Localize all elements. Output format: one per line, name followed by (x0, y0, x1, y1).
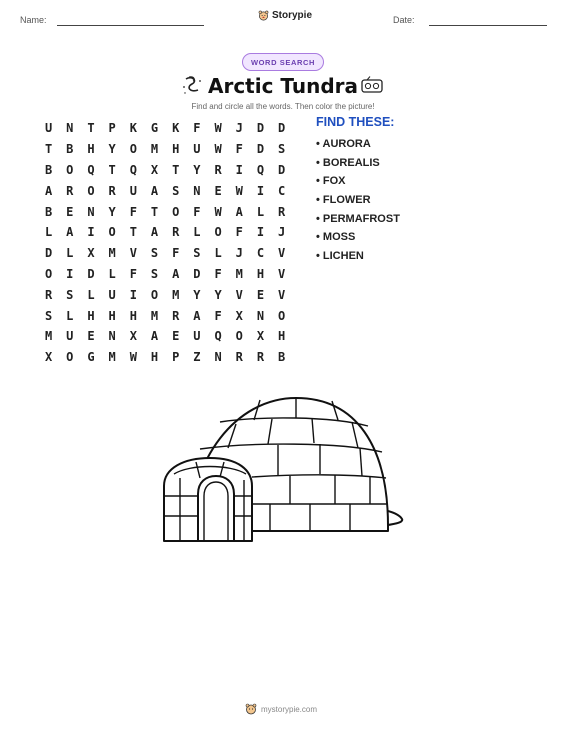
grid-letter[interactable]: O (214, 225, 222, 240)
grid-letter[interactable]: X (256, 329, 265, 344)
grid-letter[interactable]: G (87, 350, 95, 365)
name-field-line[interactable] (57, 25, 204, 26)
grid-letter[interactable]: C (278, 183, 286, 198)
grid-letter[interactable]: R (172, 308, 180, 323)
grid-letter[interactable]: U (193, 142, 201, 157)
grid-letter[interactable]: P (172, 350, 180, 365)
grid-letter[interactable]: E (256, 287, 265, 302)
grid-letter[interactable]: W (214, 204, 222, 219)
grid-letter[interactable]: M (108, 246, 116, 261)
instructions: Find and circle all the words. Then color the picture! (191, 102, 375, 111)
grid-letter[interactable]: T (87, 121, 95, 136)
grid-letter[interactable]: D (256, 121, 265, 136)
grid-letter[interactable]: X (235, 308, 243, 323)
brand-logo (258, 10, 312, 21)
grid-letter[interactable]: E (66, 204, 74, 219)
grid-letter[interactable]: Q (129, 162, 137, 177)
grid-letter[interactable]: O (172, 204, 180, 219)
grid-letter[interactable]: U (129, 183, 137, 198)
grid-letter[interactable]: G (150, 121, 159, 136)
word-list-item: • AURORA (316, 138, 371, 150)
word-search-badge: WORD SEARCH (242, 53, 324, 71)
grid-letter[interactable]: R (278, 204, 286, 219)
grid-letter[interactable]: O (235, 329, 243, 344)
grid-letter[interactable]: F (129, 204, 137, 219)
grid-letter[interactable]: D (278, 121, 286, 136)
name-label: Name: (20, 15, 47, 25)
grid-letter[interactable]: S (278, 142, 286, 157)
grid-letter[interactable]: H (150, 350, 159, 365)
grid-letter[interactable]: S (66, 287, 74, 302)
grid-letter[interactable]: H (108, 308, 116, 323)
grid-letter[interactable]: L (66, 246, 74, 261)
grid-letter[interactable]: P (108, 121, 116, 136)
grid-letter[interactable]: A (150, 329, 159, 344)
grid-letter[interactable]: M (150, 308, 159, 323)
grid-letter[interactable]: R (172, 225, 180, 240)
grid-letter[interactable]: A (44, 183, 53, 198)
grid-letter[interactable]: L (66, 308, 74, 323)
grid-letter[interactable]: S (150, 266, 159, 281)
grid-letter[interactable]: F (129, 266, 137, 281)
grid-letter[interactable]: F (172, 246, 180, 261)
grid-letter[interactable]: Y (193, 162, 201, 177)
grid-letter[interactable]: R (66, 183, 74, 198)
grid-letter[interactable]: M (172, 287, 180, 302)
grid-letter[interactable]: W (129, 350, 137, 365)
word-list-item: • FLOWER (316, 194, 371, 207)
grid-letter[interactable]: L (87, 287, 95, 302)
grid-letter[interactable]: I (66, 266, 74, 281)
grid-letter[interactable]: T (129, 225, 137, 240)
grid-letter[interactable]: V (129, 246, 137, 261)
grid-letter[interactable]: E (87, 329, 95, 344)
grid-letter[interactable]: O (150, 287, 159, 302)
grid-letter[interactable]: S (172, 183, 180, 198)
grid-letter[interactable]: D (256, 142, 265, 157)
grid-letter[interactable]: S (44, 308, 53, 323)
radio-icon (360, 75, 384, 95)
grid-letter[interactable]: F (235, 142, 243, 157)
grid-letter[interactable]: I (129, 287, 137, 302)
grid-letter[interactable]: A (193, 308, 201, 323)
grid-letter[interactable]: H (129, 308, 137, 323)
grid-letter[interactable]: R (256, 350, 265, 365)
grid-letter[interactable]: M (108, 350, 116, 365)
grid-letter[interactable]: Z (193, 350, 201, 365)
grid-letter[interactable]: K (129, 121, 137, 136)
grid-letter[interactable]: O (66, 162, 74, 177)
grid-letter[interactable]: T (150, 204, 159, 219)
grid-letter[interactable]: T (172, 162, 180, 177)
grid-letter[interactable]: B (44, 162, 53, 177)
grid-letter[interactable]: T (44, 142, 53, 157)
word-list-item: • PERMAFROST (316, 212, 400, 225)
grid-letter[interactable]: S (193, 246, 201, 261)
grid-letter[interactable]: L (44, 225, 53, 240)
grid-letter[interactable]: A (150, 225, 159, 240)
grid-letter[interactable]: V (278, 246, 286, 261)
grid-letter[interactable]: D (278, 162, 286, 177)
grid-letter[interactable]: B (44, 204, 53, 219)
grid-letter[interactable]: A (172, 266, 180, 281)
grid-letter[interactable]: V (235, 287, 243, 302)
grid-letter[interactable]: L (193, 225, 201, 240)
grid-letter[interactable]: O (44, 266, 53, 281)
grid-letter[interactable]: N (108, 329, 116, 344)
find-these-heading: FIND THESE: (316, 115, 395, 129)
grid-letter[interactable]: X (44, 350, 53, 365)
grid-letter[interactable]: R (235, 350, 243, 365)
grid-letter[interactable]: H (87, 308, 95, 323)
grid-letter[interactable]: X (129, 329, 137, 344)
word-search-grid[interactable] (38, 118, 292, 368)
grid-letter[interactable]: X (150, 162, 159, 177)
grid-letter[interactable]: O (66, 350, 74, 365)
grid-letter[interactable]: A (66, 225, 74, 240)
grid-letter[interactable]: I (256, 225, 265, 240)
grid-letter[interactable]: Y (108, 142, 116, 157)
word-list-item: • MOSS (316, 231, 356, 244)
grid-letter[interactable]: R (44, 287, 53, 302)
grid-letter[interactable]: E (214, 183, 222, 198)
grid-letter[interactable]: A (235, 204, 243, 219)
grid-letter[interactable]: M (150, 142, 159, 157)
grid-letter[interactable]: O (129, 142, 137, 157)
grid-letter[interactable]: F (193, 121, 201, 136)
grid-letter[interactable]: L (214, 246, 222, 261)
date-label: Date: (393, 15, 415, 25)
grid-letter[interactable]: D (193, 266, 201, 281)
grid-letter[interactable]: N (214, 350, 222, 365)
grid-letter[interactable]: Q (87, 162, 95, 177)
storypie-mascot-icon (245, 703, 257, 715)
grid-letter[interactable]: B (278, 350, 286, 365)
grid-letter[interactable]: Y (214, 287, 222, 302)
grid-letter[interactable]: H (172, 142, 180, 157)
grid-letter[interactable]: M (44, 329, 53, 344)
page-title: Arctic Tundra (207, 74, 359, 98)
grid-letter[interactable]: O (278, 308, 286, 323)
grid-letter[interactable]: V (278, 287, 286, 302)
grid-letter[interactable]: U (108, 287, 116, 302)
grid-letter[interactable]: I (87, 225, 95, 240)
grid-letter[interactable]: J (235, 246, 243, 261)
grid-letter[interactable]: D (44, 246, 53, 261)
grid-letter[interactable]: J (235, 121, 243, 136)
grid-letter[interactable]: N (87, 204, 95, 219)
grid-letter[interactable]: K (172, 121, 180, 136)
grid-letter[interactable]: M (235, 266, 243, 281)
grid-letter[interactable]: F (193, 204, 201, 219)
grid-letter[interactable]: X (87, 246, 95, 261)
grid-letter[interactable]: N (66, 121, 74, 136)
grid-letter[interactable]: Q (214, 329, 222, 344)
brand-name: Storypie (272, 10, 313, 21)
grid-letter[interactable]: N (193, 183, 201, 198)
grid-letter[interactable]: D (87, 266, 95, 281)
grid-letter[interactable]: J (278, 225, 286, 240)
grid-letter[interactable]: L (256, 204, 265, 219)
grid-letter[interactable]: W (235, 183, 243, 198)
grid-letter[interactable]: A (150, 183, 159, 198)
word-list (316, 137, 400, 268)
grid-letter[interactable]: U (44, 121, 53, 136)
grid-letter[interactable]: Q (256, 162, 265, 177)
grid-letter[interactable]: N (256, 308, 265, 323)
date-field-line[interactable] (429, 25, 547, 26)
grid-letter[interactable]: F (214, 308, 222, 323)
grid-letter[interactable]: L (108, 266, 116, 281)
grid-letter[interactable]: W (214, 121, 222, 136)
storypie-mascot-icon (258, 10, 269, 21)
grid-letter[interactable]: I (235, 162, 243, 177)
grid-letter[interactable]: F (214, 266, 222, 281)
word-list-item: • FOX (316, 175, 346, 188)
igloo-coloring-picture[interactable] (160, 386, 405, 552)
grid-letter[interactable]: H (278, 329, 286, 344)
grid-letter[interactable]: O (87, 183, 95, 198)
grid-letter[interactable]: S (150, 246, 159, 261)
grid-letter[interactable]: C (256, 246, 265, 261)
grid-letter[interactable]: E (172, 329, 180, 344)
grid-letter[interactable]: Y (108, 204, 116, 219)
grid-letter[interactable]: O (108, 225, 116, 240)
grid-letter[interactable]: H (256, 266, 265, 281)
grid-letter[interactable]: V (278, 266, 286, 281)
grid-letter[interactable]: U (193, 329, 201, 344)
grid-letter[interactable]: W (214, 142, 222, 157)
grid-letter[interactable]: H (87, 142, 95, 157)
grid-letter[interactable]: T (108, 162, 116, 177)
word-list-item: • LICHEN (316, 250, 364, 263)
grid-letter[interactable]: B (66, 142, 74, 157)
grid-letter[interactable]: U (66, 329, 74, 344)
footer-url: mystorypie.com (261, 704, 318, 714)
grid-letter[interactable]: Y (193, 287, 201, 302)
grid-letter[interactable]: I (256, 183, 265, 198)
grid-letter[interactable]: R (214, 162, 222, 177)
grid-letter[interactable]: R (108, 183, 116, 198)
grid-letter[interactable]: F (235, 225, 243, 240)
footer (245, 703, 317, 715)
word-list-item: • BOREALIS (316, 156, 380, 169)
